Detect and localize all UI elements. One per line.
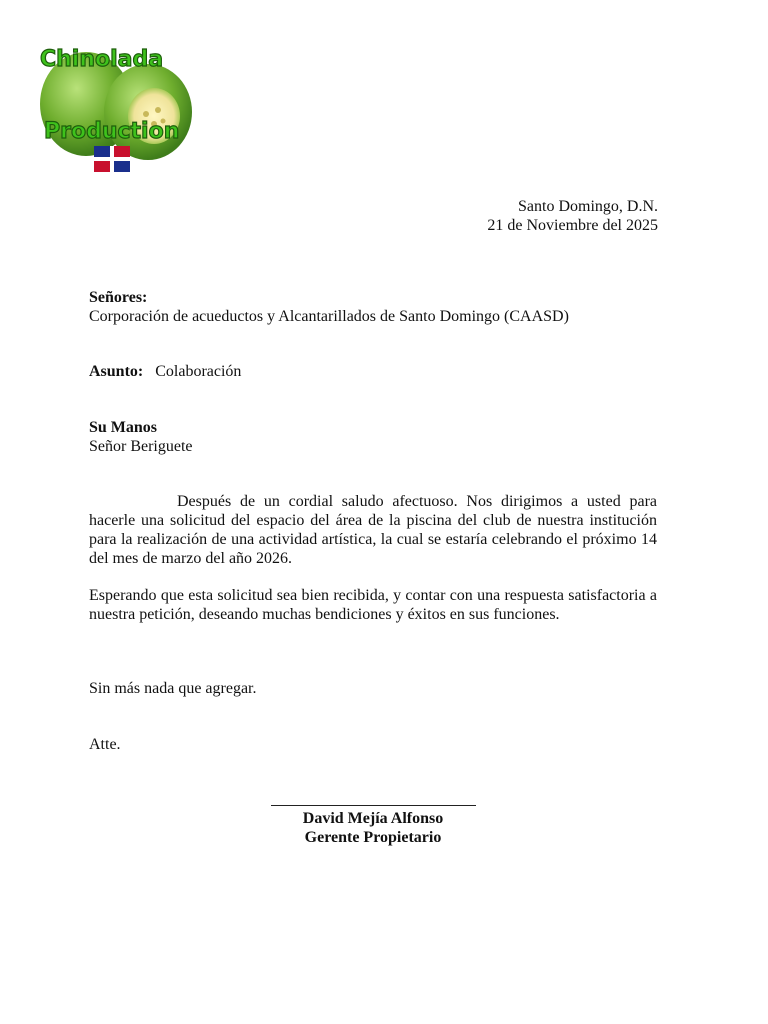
subject-value: Colaboración [155, 363, 242, 380]
farewell: Atte. [89, 736, 121, 753]
date-text: 21 de Noviembre del 2025 [487, 217, 658, 234]
body-paragraph-2: Esperando que esta solicitud sea bien recibida, y contar con una respuesta satisfactoria a nuestra petición, deseando muchas bendiciones y éxitos en sus funciones. [89, 587, 657, 623]
greeting-title: Su Manos [89, 419, 158, 436]
place-text: Santo Domingo, D.N. [518, 198, 658, 215]
recipient-name: Corporación de acueductos y Alcantarillados de Santo Domingo (CAASD) [89, 308, 569, 325]
logo-text-bottom: Production [44, 119, 180, 144]
dominican-flag-icon [94, 146, 130, 172]
logo-text-top: Chinolada [40, 47, 164, 72]
place-and-date [487, 197, 658, 235]
signature-block [223, 809, 523, 847]
subject-label: Asunto: [89, 363, 144, 380]
greeting-name: Señor Beriguete [89, 438, 193, 455]
signer-name: David Mejía Alfonso [302, 810, 444, 827]
signer-title: Gerente Propietario [304, 829, 442, 846]
recipient-label: Señores: [89, 289, 148, 306]
company-logo [36, 34, 196, 178]
signature-line [271, 805, 476, 806]
closing-line: Sin más nada que agregar. [89, 680, 257, 697]
subject-line [89, 362, 657, 381]
green-fruit-logo-icon [36, 34, 196, 178]
greeting-block [89, 418, 657, 456]
recipient-block [89, 288, 657, 326]
body-paragraph-1: Después de un cordial saludo afectuoso. Nos dirigimos a usted para hacerle una solicitud del espacio del área de la piscina del club de nuestra institución para la realización de una actividad artística, la cual se estaría celebrando el próximo 14 del mes de marzo del año 2026. [89, 493, 657, 567]
